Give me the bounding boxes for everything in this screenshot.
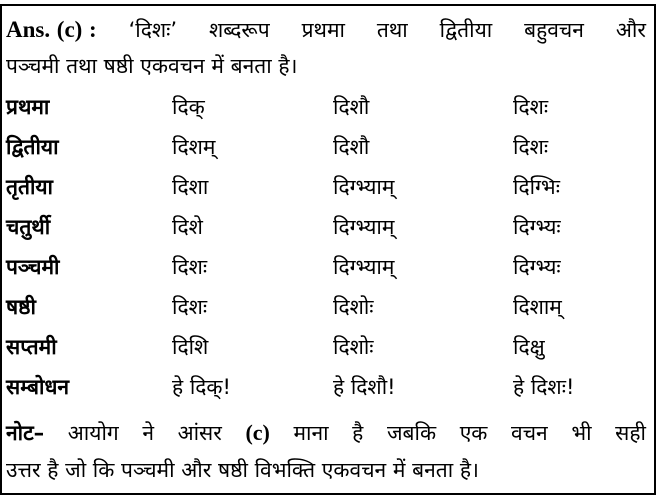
table-row [6,247,646,287]
table-row [6,87,646,127]
singular-form: दिशः [172,295,208,319]
dual-form: हे दिशौ! [333,375,396,399]
case-name: तृतीया [6,175,53,199]
note-word: ने [142,421,154,445]
note-word: माना [293,421,329,445]
plural-form: हे दिशः! [513,375,575,399]
note-word: भी [571,421,592,445]
answer-word: ‘दिशः’ [128,18,178,42]
case-name: द्वितीया [6,135,59,159]
table-row [6,327,646,367]
singular-form: दिशम् [172,135,216,159]
answer-box [0,4,656,495]
singular-form: दिशा [172,175,209,199]
note-line-1 [6,416,646,450]
answer-word: प्रथमा [301,18,345,42]
plural-form: दिग्भ्यः [513,255,561,279]
answer-colon: : [89,17,97,42]
note-word: सही [615,421,646,445]
singular-form: दिशि [172,335,209,359]
singular-form: दिशः [172,255,208,279]
answer-word: और [615,18,646,42]
note-word: वचन [511,421,548,445]
dual-form: दिशौ [333,135,370,159]
answer-label: Ans. [6,17,51,42]
note-word: है [352,421,364,445]
answer-word: तथा [376,18,408,42]
case-name: षष्ठी [6,295,36,319]
answer-option: (c) [56,17,83,42]
note-word: (c) [245,420,270,445]
answer-word: बहुवचन [524,18,584,42]
note-word: आंसर [177,421,222,445]
table-row [6,127,646,167]
answer-heading [6,13,97,47]
plural-form: दिग्भ्यः [513,215,561,239]
note-word: आयोग [67,421,119,445]
plural-form: दिग्भिः [513,175,560,199]
case-name: पञ्चमी [6,255,60,279]
note-label: नोट– [6,421,45,445]
dual-form: दिग्भ्याम् [333,175,395,199]
answer-word: शब्दरूप [209,18,270,42]
dual-form: दिशोः [333,295,374,319]
dual-form: दिशौ [333,95,370,119]
dual-form: दिग्भ्याम् [333,255,395,279]
answer-line-1 [6,13,646,47]
table-row [6,167,646,207]
dual-form: दिशोः [333,335,374,359]
case-name: प्रथमा [6,95,50,119]
table-row [6,367,646,407]
plural-form: दिशाम् [513,295,562,319]
singular-form: हे दिक्! [172,375,231,399]
note-word: एक [459,421,488,445]
case-name: चतुर्थी [6,215,51,239]
table-row [6,287,646,327]
note-word: जबकि [386,421,437,445]
singular-form: दिशे [172,215,203,239]
case-name: सम्बोधन [6,375,70,399]
dual-form: दिग्भ्याम् [333,215,395,239]
singular-form: दिक् [172,95,205,119]
plural-form: दिक्षु [513,335,545,359]
table-row [6,207,646,247]
answer-line-2: पञ्चमी तथा षष्ठी एकवचन में बनता है। [6,54,298,78]
plural-form: दिशः [513,135,549,159]
plural-form: दिशः [513,95,549,119]
case-name: सप्तमी [6,335,57,359]
answer-word: द्वितीया [439,18,493,42]
note-line-2: उत्तर है जो कि पञ्चमी और षष्ठी विभक्ति एकवचन में बनता है। [6,458,479,482]
